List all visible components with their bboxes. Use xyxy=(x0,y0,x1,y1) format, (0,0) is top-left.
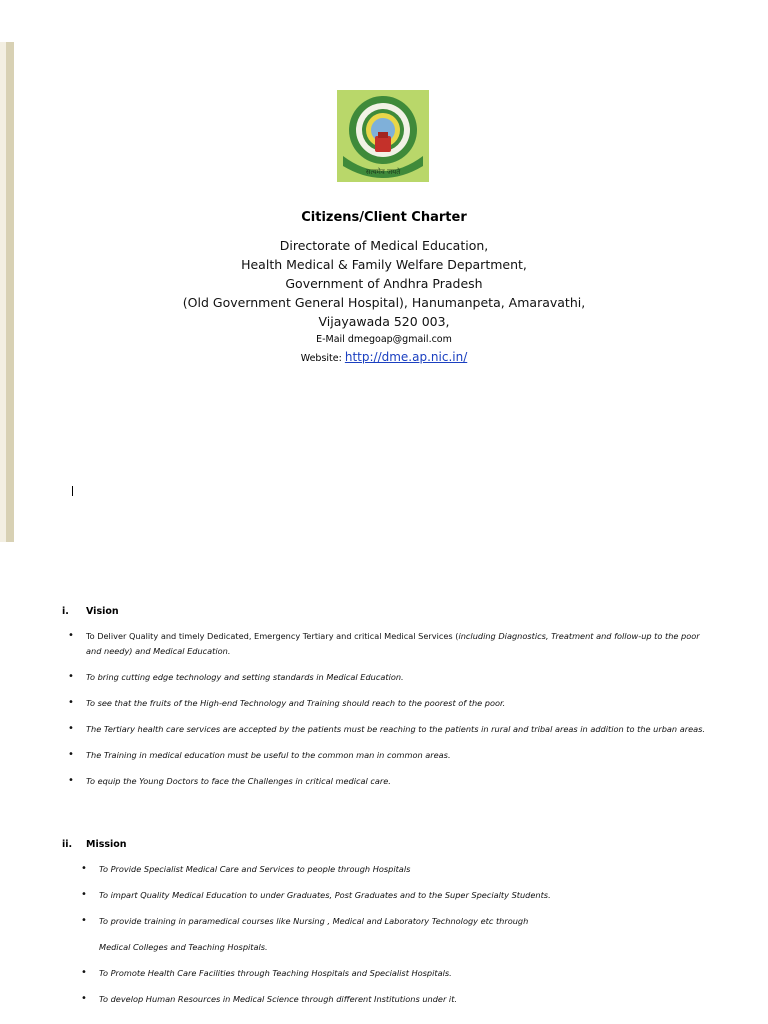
vision-item-text-italic: including Diagnostics, Treatment and follow-up to the poor and needy) and Medical Education. xyxy=(86,631,700,656)
mission-list xyxy=(81,862,701,1018)
vision-heading xyxy=(62,606,119,617)
emblem-motto: सत्यमेव जयते xyxy=(365,168,401,176)
address-line: Vijayawada 520 003, xyxy=(318,314,450,329)
list-item: • To Provide Specialist Medical Care and Services to people through Hospitals xyxy=(81,862,701,877)
list-item: • To equip the Young Doctors to face the Challenges in critical medical care. xyxy=(68,774,708,789)
address-block xyxy=(0,236,768,331)
email-address[interactable]: dmegoap@gmail.com xyxy=(347,334,452,345)
list-item: • To impart Quality Medical Education to under Graduates, Post Graduates and to the Super Specialty Students. xyxy=(81,888,701,903)
website-line xyxy=(0,350,768,364)
list-item: • To develop Human Resources in Medical Science through different Institutions under it. xyxy=(81,992,701,1007)
address-line: Government of Andhra Pradesh xyxy=(285,276,483,291)
vision-list xyxy=(68,629,708,800)
website-label: Website: xyxy=(300,353,342,364)
email-line xyxy=(0,334,768,345)
website-link[interactable]: http://dme.ap.nic.in/ xyxy=(344,350,468,364)
government-emblem xyxy=(337,90,429,182)
mission-heading xyxy=(62,839,127,850)
list-item xyxy=(68,629,708,658)
list-item: • To provide training in paramedical courses like Nursing , Medical and Laboratory Technology etc through xyxy=(81,914,701,929)
list-item: • To see that the fruits of the High-end Technology and Training should reach to the poorest of the poor. xyxy=(68,696,708,711)
list-item: • The Training in medical education must be useful to the common man in common areas. xyxy=(68,748,708,763)
address-line: Directorate of Medical Education, xyxy=(279,238,489,253)
vision-title: Vision xyxy=(86,606,119,617)
vision-number: i. xyxy=(62,606,69,617)
list-item: • To Promote Health Care Facilities through Teaching Hospitals and Specialist Hospitals. xyxy=(81,966,701,981)
address-line: (Old Government General Hospital), Hanumanpeta, Amaravathi, xyxy=(182,295,586,310)
address-line: Health Medical & Family Welfare Department, xyxy=(241,257,527,272)
vision-item-text: To Deliver Quality and timely Dedicated, Emergency Tertiary and critical Medical Services ( xyxy=(86,631,459,641)
charter-title: Citizens/Client Charter xyxy=(301,210,467,225)
mission-number: ii. xyxy=(62,839,73,850)
email-label: E-Mail xyxy=(316,334,345,345)
list-item: • To bring cutting edge technology and setting standards in Medical Education. xyxy=(68,670,708,685)
text-cursor xyxy=(72,486,73,496)
mission-title: Mission xyxy=(86,839,127,850)
list-item: • The Tertiary health care services are accepted by the patients must be reaching to the patients in rural and tribal areas in addition to the urban areas. xyxy=(68,722,708,737)
list-item-continuation: Medical Colleges and Teaching Hospitals. xyxy=(99,942,268,952)
